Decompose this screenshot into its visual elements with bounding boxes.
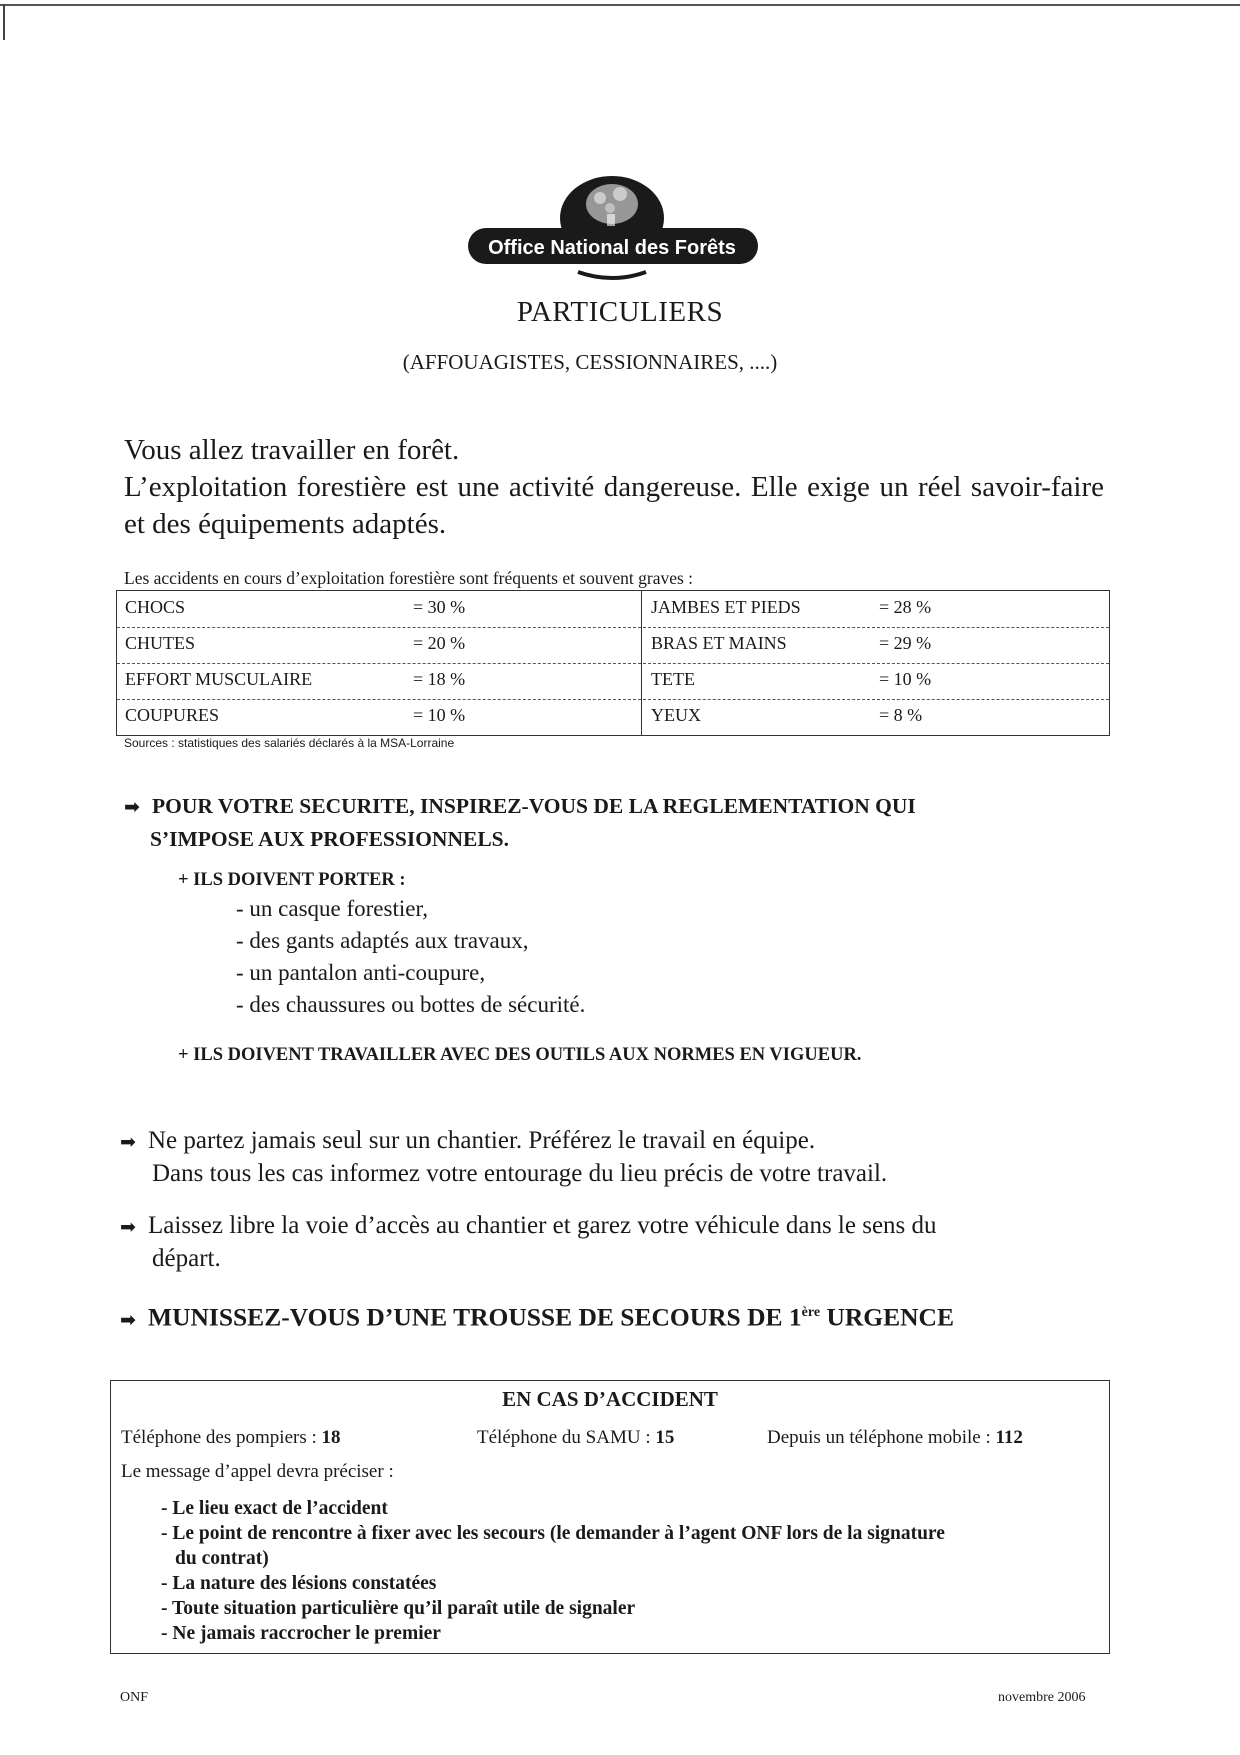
call-message-checklist	[161, 1496, 1041, 1646]
mobile-number: 112	[995, 1427, 1023, 1448]
table-row	[643, 663, 1109, 700]
kit-superscript: ère	[801, 1305, 821, 1320]
body-part-percent: = 10 %	[879, 669, 932, 689]
table-row	[117, 627, 641, 664]
accident-percent: = 18 %	[413, 669, 466, 689]
advice-access-road	[120, 1210, 1104, 1275]
body-part: JAMBES ET PIEDS	[651, 597, 801, 617]
accident-percent: = 10 %	[413, 705, 466, 725]
list-item: - Le lieu exact de l’accident	[161, 1498, 388, 1519]
advice-access-line-2: départ.	[152, 1245, 221, 1272]
onf-logo	[460, 168, 760, 288]
list-item: - un casque forestier,	[236, 896, 428, 921]
accidents-types-column	[117, 591, 642, 735]
security-heading-line-2: S’IMPOSE AUX PROFESSIONNELS.	[150, 827, 510, 851]
firefighters-phone	[121, 1427, 341, 1449]
body-part: YEUX	[651, 705, 701, 725]
list-item: - un pantalon anti-coupure,	[236, 960, 486, 985]
logo-text: Office National des Forêts	[488, 237, 736, 259]
accidents-caption: Les accidents en cours d’exploitation forestière sont fréquents et souvent graves :	[124, 568, 694, 588]
arrow-right-icon: ➡	[120, 1131, 136, 1153]
scan-margin-mark	[3, 4, 5, 40]
accident-percent: = 30 %	[413, 597, 466, 617]
samu-label: Téléphone du SAMU :	[477, 1427, 656, 1448]
body-part-percent: = 8 %	[879, 705, 923, 725]
accidents-body-parts-column	[643, 591, 1109, 735]
advice-access-line-1: Laissez libre la voie d’accès au chantier et garez votre véhicule dans le sens du	[148, 1212, 937, 1239]
kit-text-end: URGENCE	[820, 1302, 954, 1332]
firefighters-number: 18	[321, 1427, 341, 1448]
table-row	[643, 591, 1109, 628]
emergency-box	[110, 1380, 1110, 1654]
table-row	[643, 627, 1109, 664]
table-row	[643, 699, 1109, 735]
body-part: TETE	[651, 669, 695, 689]
arrow-right-icon: ➡	[120, 1216, 136, 1238]
footer-date: novembre 2006	[998, 1690, 1086, 1705]
scan-border-line	[0, 4, 1240, 6]
list-item: - Le point de rencontre à fixer avec les secours (le demander à l’agent ONF lors de la signature	[161, 1523, 945, 1544]
mobile-label: Depuis un téléphone mobile :	[767, 1427, 996, 1448]
body-part-percent: = 28 %	[879, 597, 932, 617]
arrow-right-icon: ➡	[120, 1308, 136, 1331]
accident-type: EFFORT MUSCULAIRE	[125, 669, 313, 689]
samu-number: 15	[655, 1427, 675, 1448]
advice-work-alone	[120, 1125, 1104, 1190]
page-subtitle: (AFFOUAGISTES, CESSIONNAIRES, ....)	[402, 350, 778, 374]
advice-alone-line-2: Dans tous les cas informez votre entourage du lieu précis de votre travail.	[152, 1160, 888, 1187]
accident-percent: = 20 %	[413, 633, 466, 653]
footer-organization: ONF	[120, 1690, 149, 1705]
body-part-percent: = 29 %	[879, 633, 932, 653]
advice-alone-line-1: Ne partez jamais seul sur un chantier. Préférez le travail en équipe.	[148, 1127, 816, 1154]
equipment-list	[236, 893, 585, 1021]
security-heading-line-1: POUR VOTRE SECURITE, INSPIREZ-VOUS DE LA REGLEMENTATION QUI	[152, 794, 916, 818]
wear-heading: + ILS DOIVENT PORTER :	[178, 870, 406, 890]
list-item: - Toute situation particulière qu’il paraît utile de signaler	[161, 1598, 636, 1619]
tools-requirement: + ILS DOIVENT TRAVAILLER AVEC DES OUTILS AUX NORMES EN VIGUEUR.	[178, 1045, 862, 1065]
table-row	[117, 699, 641, 735]
list-item: - Ne jamais raccrocher le premier	[161, 1623, 441, 1644]
intro-line-1: Vous allez travailler en forêt.	[124, 434, 460, 466]
samu-phone	[477, 1427, 674, 1449]
arrow-right-icon: ➡	[124, 796, 140, 818]
accident-type: CHOCS	[125, 597, 186, 617]
first-aid-kit-advice	[120, 1297, 1104, 1336]
call-message-intro: Le message d’appel devra préciser :	[121, 1461, 394, 1482]
emergency-title: EN CAS D’ACCIDENT	[502, 1387, 718, 1411]
table-row	[117, 663, 641, 700]
intro-text	[124, 432, 1104, 543]
list-item: du contrat)	[175, 1548, 269, 1569]
page-title: PARTICULIERS	[516, 296, 724, 328]
list-item: - La nature des lésions constatées	[161, 1573, 437, 1594]
kit-text: MUNISSEZ-VOUS D’UNE TROUSSE DE SECOURS DE 1	[148, 1302, 802, 1332]
statistics-source: Sources : statistiques des salariés déclarés à la MSA-Lorraine	[124, 736, 455, 750]
mobile-phone	[767, 1427, 1023, 1449]
accident-type: CHUTES	[125, 633, 196, 653]
accidents-table	[116, 590, 1110, 736]
intro-line-2: L’exploitation forestière est une activité dangereuse. Elle exige un réel savoir-faire et des équipements adaptés.	[124, 471, 1104, 540]
firefighters-label: Téléphone des pompiers :	[121, 1427, 322, 1448]
table-row	[117, 591, 641, 628]
body-part: BRAS ET MAINS	[651, 633, 787, 653]
security-heading	[124, 790, 1102, 855]
list-item: - des chaussures ou bottes de sécurité.	[236, 992, 586, 1017]
accident-type: COUPURES	[125, 705, 220, 725]
list-item: - des gants adaptés aux travaux,	[236, 928, 529, 953]
